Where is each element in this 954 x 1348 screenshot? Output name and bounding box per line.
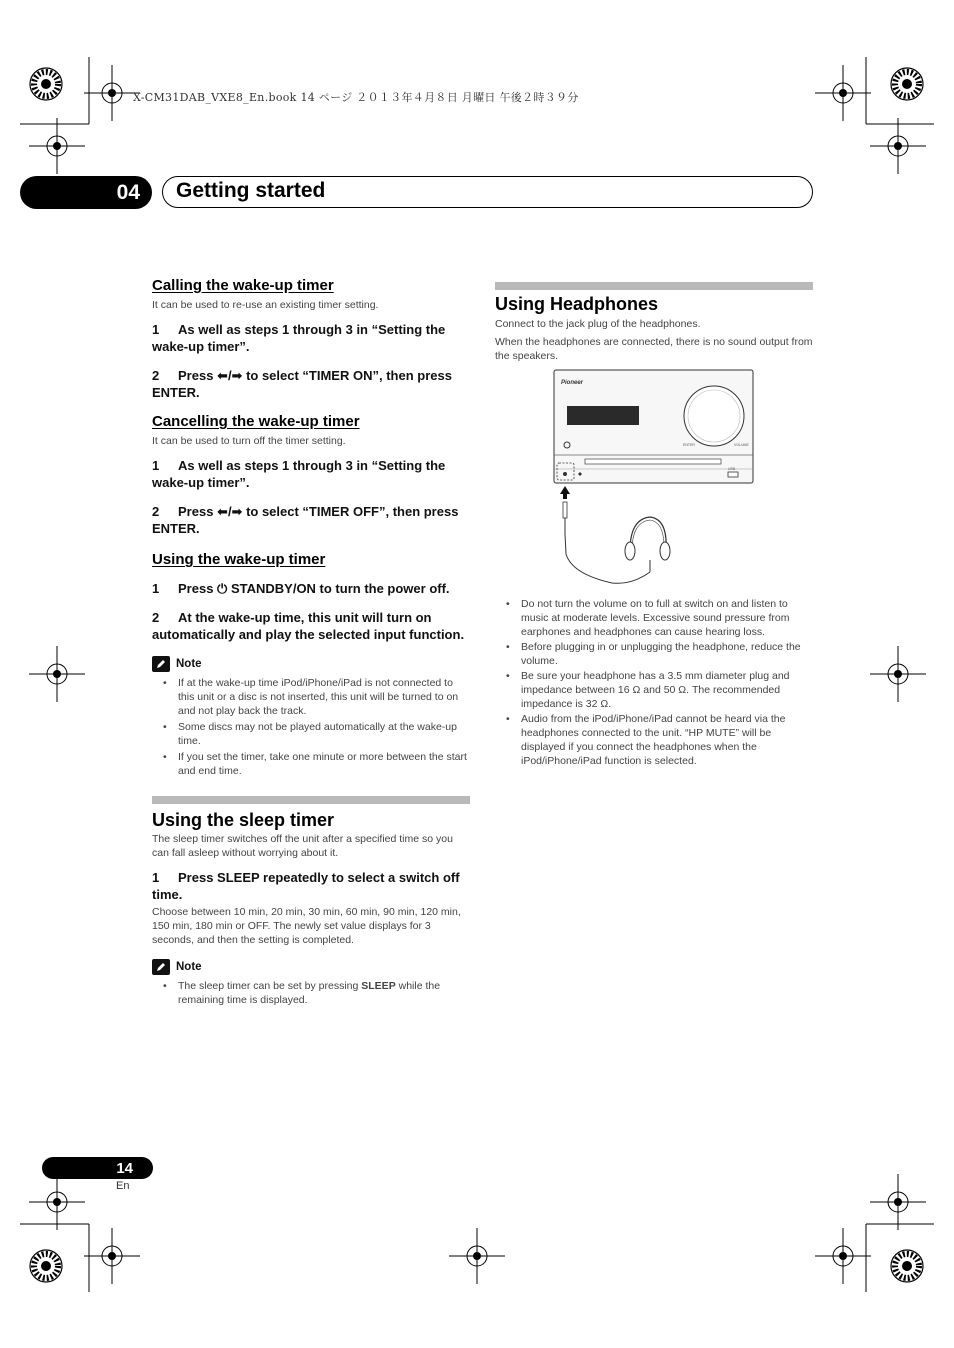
sleep-detail: Choose between 10 min, 20 min, 30 min, 60 min, 90 min, 120 min, 150 min, 180 min or OFF. The newly set value displays for 3 seconds, and then the setting is completed. (152, 906, 461, 946)
note-label: Note (176, 658, 202, 670)
list-item: • Audio from the iPod/iPhone/iPad cannot be heard via the headphones connected to the unit. “HP MUTE” will be displayed if you connect the headphones when the iPod/iPhone/iPad function is selected. (495, 712, 813, 768)
headphones-desc-1: Connect to the jack plug of the headphones. (495, 318, 701, 330)
headphone-jack-icon (563, 472, 567, 476)
note-list (152, 979, 470, 1007)
section-bar (495, 282, 813, 290)
note-heading (152, 959, 470, 975)
page-language: En (116, 1180, 130, 1192)
file-info: X-CM31DAB_VXE8_En.book 14 ページ ２０１３年４月８日 月曜日 午後２時３９分 (133, 91, 579, 104)
display-panel (567, 406, 639, 425)
arrow-keys-icon: ⬅/➡ (217, 504, 243, 519)
list-item: • Before plugging in or unplugging the headphone, reduce the volume. (495, 640, 813, 668)
step-number: 1 (152, 870, 160, 885)
step-text: As well as steps 1 through 3 in “Setting the wake-up timer”. (152, 322, 446, 354)
using-title: Using the wake-up timer (152, 551, 326, 568)
list-item: • If at the wake-up time iPod/iPhone/iPad is not connected to this unit or a disc is not inserted, this unit will be turned to on and not play back the track. (152, 676, 470, 718)
list-item: • If you set the timer, take one minute or more between the start and end time. (152, 750, 470, 778)
headphones-desc-2: When the headphones are connected, there is no sound output from the speakers. (495, 336, 813, 362)
note-pencil-icon (152, 656, 170, 672)
step-text-pre: Press (178, 581, 218, 596)
step-number: 1 (152, 458, 160, 473)
calling-title: Calling the wake-up timer (152, 277, 334, 294)
step-text-post: to select “TIMER OFF”, then press ENTER. (152, 504, 459, 536)
power-icon: ⏻ (217, 581, 228, 596)
step-text: As well as steps 1 through 3 in “Setting the wake-up timer”. (152, 458, 446, 490)
step-number: 2 (152, 368, 160, 383)
calling-step-1 (152, 321, 470, 355)
step-text: Press SLEEP repeatedly to select a switch off time. (152, 870, 460, 902)
step-number: 2 (152, 610, 160, 625)
volume-knob-icon (684, 386, 744, 446)
sleep-desc: The sleep timer switches off the unit after a specified time so you can fall asleep without worrying about it. (152, 833, 453, 859)
usb-port (728, 472, 738, 477)
headphones-title: Using Headphones (495, 294, 659, 314)
step-number: 2 (152, 504, 160, 519)
arrow-keys-icon: ⬅/➡ (217, 368, 243, 383)
cancelling-step-2 (152, 503, 470, 537)
cancelling-desc: It can be used to turn off the timer setting. (152, 435, 346, 447)
note-heading (152, 656, 470, 672)
cancelling-title: Cancelling the wake-up timer (152, 413, 360, 430)
cancelling-step-1 (152, 457, 470, 491)
brand-label: Pioneer (561, 380, 584, 386)
note-pencil-icon (152, 959, 170, 975)
chapter-title: Getting started (176, 179, 326, 202)
arrow-up-icon (560, 486, 570, 499)
step-text-pre: Press (178, 504, 218, 519)
note-key: SLEEP (361, 980, 396, 992)
bullet-list (495, 597, 813, 768)
using-step-1 (152, 580, 470, 597)
plug-icon (563, 502, 567, 518)
calling-desc: It can be used to re-use an existing timer setting. (152, 299, 379, 311)
sleep-step-1 (152, 869, 470, 903)
note-label: Note (176, 961, 202, 973)
step-text: At the wake-up time, this unit will turn on automatically and play the selected input function. (152, 610, 465, 642)
headphones-warnings (495, 597, 813, 768)
volume-label: VOLUME (734, 443, 749, 447)
list-item: • Some discs may not be played automatically at the wake-up time. (152, 720, 470, 748)
enter-label: ENTER (683, 443, 695, 447)
note-list (152, 676, 470, 778)
usb-label: USB (728, 467, 736, 471)
disc-slot (585, 459, 721, 464)
page-number: 14 (42, 1157, 153, 1179)
list-item: • Be sure your headphone has a 3.5 mm diameter plug and impedance between 16 Ω and 50 Ω. The recommended impedance is 32 Ω. (495, 669, 813, 711)
step-text-post: STANDBY/ON to turn the power off. (227, 581, 450, 596)
note-text: The sleep timer can be set by pressing (178, 980, 362, 992)
step-number: 1 (152, 322, 160, 337)
step-text-pre: Press (178, 368, 218, 383)
list-item: • Do not turn the volume on to full at switch on and listen to music at moderate levels. Excessive sound pressure from earphones and headphones can cause hearing loss. (495, 597, 813, 639)
step-number: 1 (152, 581, 160, 596)
headphones-diagram (552, 369, 758, 589)
sleep-title: Using the sleep timer (152, 810, 335, 830)
section-bar (152, 796, 470, 804)
list-item (152, 979, 470, 1007)
right-column (495, 282, 813, 363)
note-text: while the remaining time is displayed. (178, 980, 441, 1006)
calling-step-2 (152, 367, 470, 401)
step-text-post: to select “TIMER ON”, then press ENTER. (152, 368, 452, 400)
using-step-2 (152, 609, 470, 643)
chapter-number: 04 (20, 176, 152, 209)
left-column (152, 277, 470, 1007)
